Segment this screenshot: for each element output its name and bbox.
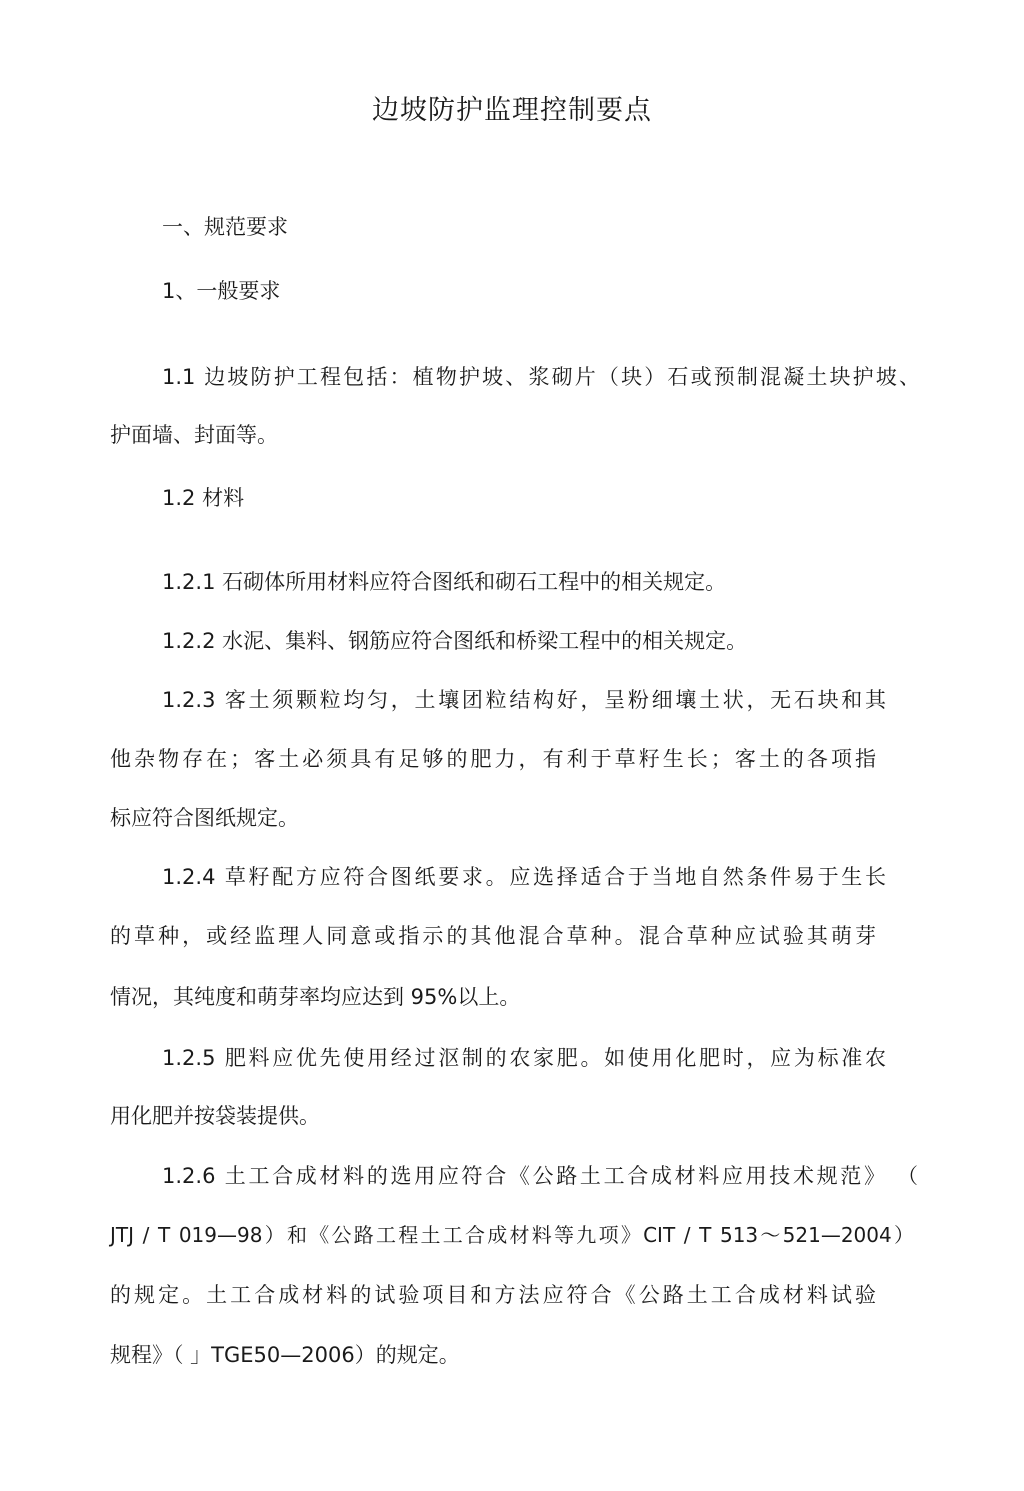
paragraph-line: 1.2.4 草籽配方应符合图纸要求。应选择适合于当地自然条件易于生长	[162, 865, 886, 889]
document-title: 边坡防护监理控制要点	[372, 95, 652, 126]
paragraph-line: 的规定。土工合成材料的试验项目和方法应符合《公路土工合成材料试验	[110, 1283, 876, 1307]
paragraph-line: 1.2.5 肥料应优先使用经过沤制的农家肥。如使用化肥时，应为标准农	[162, 1046, 886, 1070]
paragraph-line: 规程》（ 」TGE50—2006）的规定。	[110, 1343, 460, 1367]
paragraph-line: 用化肥并按袋装提供。	[110, 1104, 320, 1128]
paragraph-line: 的草种，或经监理人同意或指示的其他混合草种。混合草种应试验其萌芽	[110, 924, 876, 948]
section-heading: 一、规范要求	[162, 215, 288, 239]
paragraph-line: 1.2.6 土工合成材料的选用应符合《公路土工合成材料应用技术规范》 （	[162, 1164, 918, 1188]
paragraph-line: 护面墙、封面等。	[110, 423, 278, 447]
paragraph-line: 标应符合图纸规定。	[110, 806, 299, 830]
subsection-heading: 1、一般要求	[162, 279, 281, 303]
paragraph-line: 1.2.3 客土须颗粒均匀，土壤团粒结构好，呈粉细壤土状，无石块和其	[162, 688, 886, 712]
paragraph-line: JTJ / T 019—98）和《公路工程土工合成材料等九项》CIT / T 513～521—2004）	[110, 1223, 914, 1247]
paragraph-line: 他杂物存在；客土必须具有足够的肥力，有利于草籽生长；客土的各项指	[110, 747, 876, 771]
subsection-heading: 1.2 材料	[162, 486, 245, 510]
paragraph-line: 1.2.1 石砌体所用材料应符合图纸和砌石工程中的相关规定。	[162, 570, 727, 594]
paragraph-line: 情况，其纯度和萌芽率均应达到 95%以上。	[110, 985, 521, 1009]
paragraph-line: 1.1 边坡防护工程包括：植物护坡、浆砌片（块）石或预制混凝土块护坡、	[162, 365, 920, 389]
paragraph-line: 1.2.2 水泥、集料、钢筋应符合图纸和桥梁工程中的相关规定。	[162, 629, 748, 653]
